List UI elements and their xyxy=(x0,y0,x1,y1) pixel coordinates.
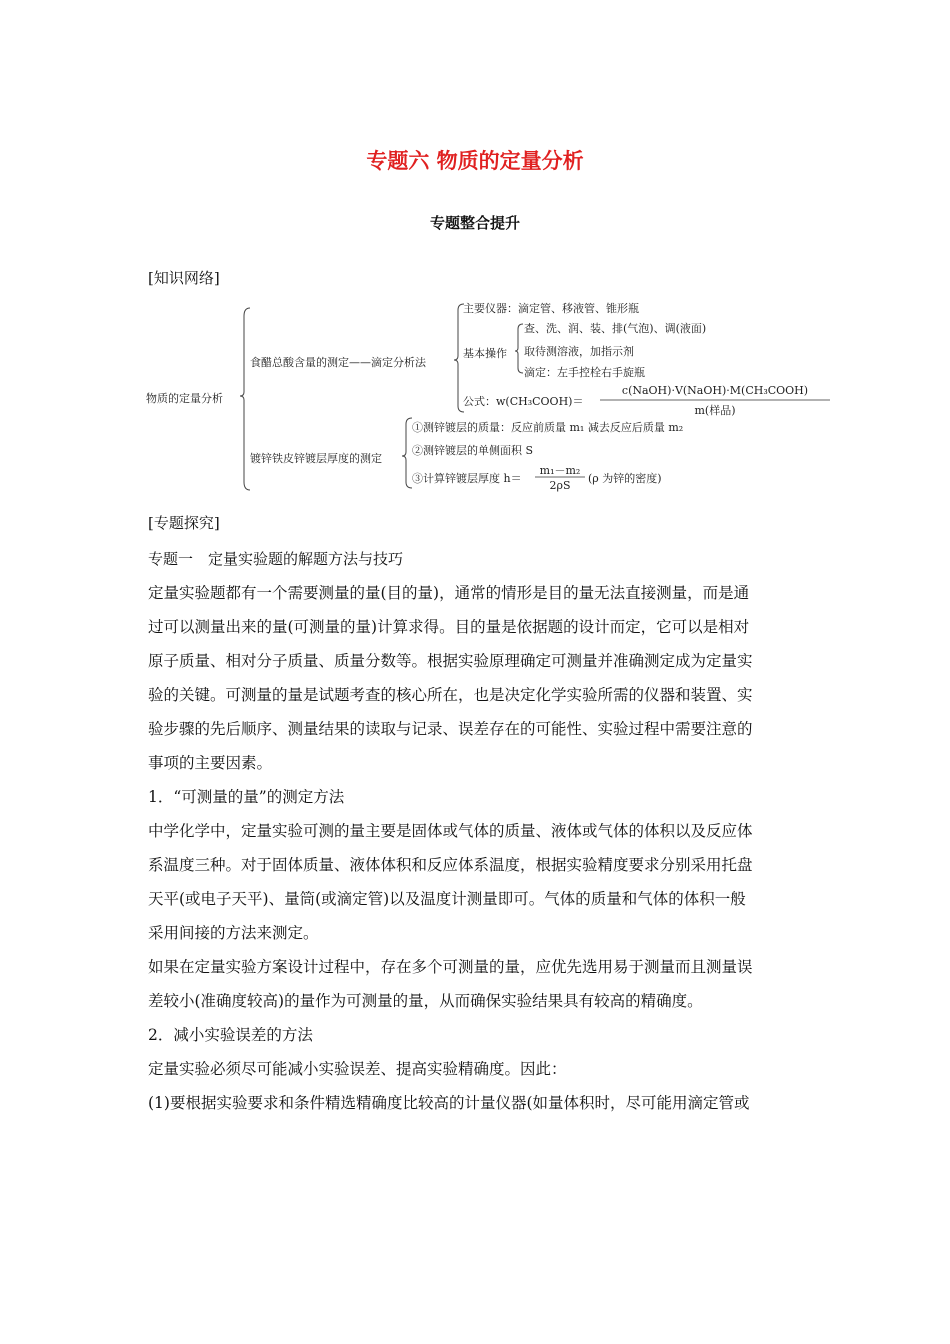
paragraph-line: 如果在定量实验方案设计过程中，存在多个可测量的量，应优先选用易于测量而且测量误 xyxy=(148,958,753,976)
diagram-thickness-denominator: 2ρS xyxy=(549,479,571,492)
paragraph-line: 2．减小实验误差的方法 xyxy=(148,1026,313,1044)
page-subtitle: 专题整合提升 xyxy=(429,214,520,232)
paragraph-line: (1)要根据实验要求和条件精选精确度比较高的计量仪器(如量体积时，尽可能用滴定管或 xyxy=(148,1094,750,1112)
paragraph-line: 1．“可测量的量”的测定方法 xyxy=(148,788,345,806)
root-brace xyxy=(240,308,250,490)
diagram-branch2: 镀锌铁皮锌镀层厚度的测定 xyxy=(250,452,382,465)
diagram-op-3: 滴定：左手控栓右手旋瓶 xyxy=(524,366,645,379)
diagram-thickness-post: (ρ 为锌的密度) xyxy=(588,472,662,485)
paragraph-line: 中学化学中，定量实验可测的量主要是固体或气体的质量、液体或气体的体积以及反应体 xyxy=(148,822,753,840)
ops-brace xyxy=(515,324,523,373)
diagram-zinc-mass: ①测锌镀层的质量：反应前质量 m₁ 减去反应后质量 m₂ xyxy=(412,421,684,434)
diagram-formula-label: 公式： xyxy=(463,395,496,408)
paragraph-line: 差较小(准确度较高)的量作为可测量的量，从而确保实验结果具有较高的精确度。 xyxy=(148,992,703,1010)
section-knowledge-heading: [知识网络] xyxy=(148,269,220,287)
paragraph-line: 定量实验必须尽可能减小实验误差、提高实验精确度。因此： xyxy=(148,1060,567,1078)
section-explore-heading: [专题探究] xyxy=(148,514,220,532)
diagram-formula-denominator: m(样品) xyxy=(694,404,736,417)
body-text xyxy=(148,576,808,1120)
paragraph-line: 系温度三种。对于固体质量、液体体积和反应体系温度，根据实验精度要求分别采用托盘 xyxy=(148,856,753,874)
paragraph-line: 定量实验题都有一个需要测量的量(目的量)，通常的情形是目的量无法直接测量，而是通 xyxy=(148,584,750,602)
diagram-branch1: 食醋总酸含量的测定——滴定分析法 xyxy=(250,356,426,369)
topic1-heading: 专题一 定量实验题的解题方法与技巧 xyxy=(148,550,404,568)
diagram-formula-numerator: c(NaOH)·V(NaOH)·M(CH₃COOH) xyxy=(621,384,809,397)
paragraph-line: 事项的主要因素。 xyxy=(148,754,273,772)
diagram-op-2: 取待测溶液，加指示剂 xyxy=(524,345,634,358)
diagram-instruments: 主要仪器：滴定管、移液管、锥形瓶 xyxy=(463,302,639,315)
page-title: 专题六 物质的定量分析 xyxy=(366,149,584,173)
diagram-thickness-numerator: m₁－m₂ xyxy=(539,464,581,477)
knowledge-network-diagram xyxy=(140,296,840,496)
paragraph-line: 验步骤的先后顺序、测量结果的读取与记录、误差存在的可能性、实验过程中需要注意的 xyxy=(148,720,753,738)
diagram-op-1: 查、洗、润、装、排(气泡)、调(液面) xyxy=(524,322,707,335)
paragraph-line: 验的关键。可测量的量是试题考查的核心所在，也是决定化学实验所需的仪器和装置、实 xyxy=(148,686,753,704)
diagram-root: 物质的定量分析 xyxy=(146,392,223,405)
branch2-brace xyxy=(402,418,412,488)
diagram-thickness-pre: ③计算锌镀层厚度 h＝ xyxy=(412,472,522,485)
paragraph-line: 采用间接的方法来测定。 xyxy=(148,924,319,942)
paragraph-line: 过可以测量出来的量(可测量的量)计算求得。目的量是依据题的设计而定，它可以是相对 xyxy=(148,618,750,636)
paragraph-line: 原子质量、相对分子质量、质量分数等。根据实验原理确定可测量并准确测定成为定量实 xyxy=(148,652,753,670)
diagram-zinc-area: ②测锌镀层的单侧面积 S xyxy=(412,444,534,457)
diagram-formula-lhs: w(CH₃COOH)＝ xyxy=(496,395,584,408)
paragraph-line: 天平(或电子天平)、量筒(或滴定管)以及温度计测量即可。气体的质量和气体的体积一般 xyxy=(148,890,746,908)
diagram-basic-ops: 基本操作 xyxy=(463,347,507,360)
